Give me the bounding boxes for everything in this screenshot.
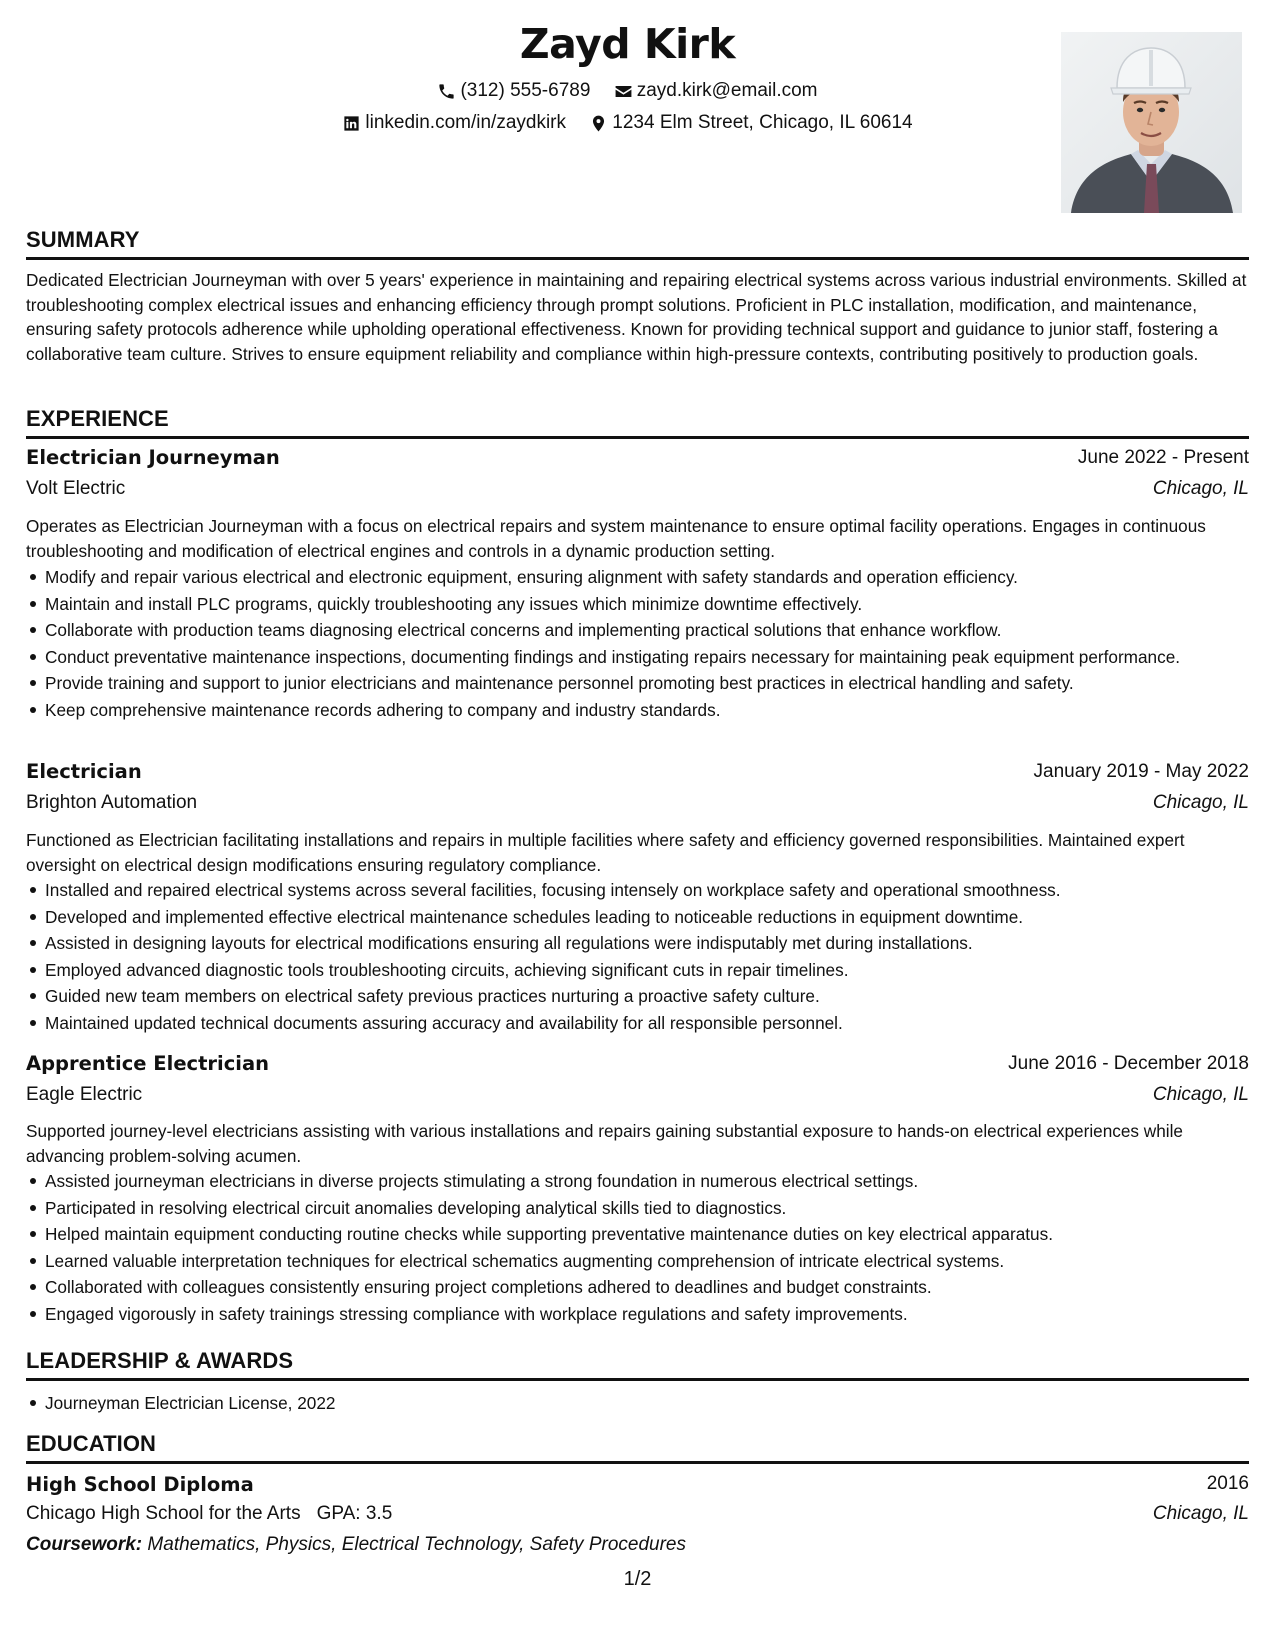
job-dates: June 2022 - Present: [1077, 447, 1249, 468]
list-item: Conduct preventative maintenance inspections, documenting findings and instigating repairs necessary for maintaining peak equipment performance.: [45, 645, 1257, 669]
job-title: Electrician: [26, 760, 142, 783]
list-item: Journeyman Electrician License, 2022: [45, 1391, 1257, 1415]
summary-divider: [26, 257, 1249, 260]
list-item: Learned valuable interpretation techniques for electrical schematics augmenting comprehension of intricate electrical systems.: [45, 1249, 1257, 1273]
list-item: Modify and repair various electrical and electronic equipment, ensuring alignment with safety standards and operation efficiency.: [45, 565, 1257, 589]
education-heading: EDUCATION: [26, 1431, 157, 1456]
leadership-bullets: [26, 1391, 1257, 1418]
education-school-line: [26, 1503, 392, 1525]
list-item: Developed and implemented effective electrical maintenance schedules leading to noticeable reductions in equipment downtime.: [45, 905, 1257, 929]
job-location: Chicago, IL: [1152, 792, 1249, 813]
contact-phone: [437, 80, 590, 102]
contact-address: [589, 112, 912, 134]
list-item: Helped maintain equipment conducting routine checks while supporting preventative maintenance duties on key electrical apparatus.: [45, 1222, 1257, 1246]
job-title: Apprentice Electrician: [26, 1052, 270, 1075]
job-description: Operates as Electrician Journeyman with a focus on electrical repairs and system maintenance to ensure optimal facility operations. Engages in continuous troubleshooting and modification of electrical engines and controls in a dynamic production setting.: [26, 516, 1206, 561]
job-title: Electrician Journeyman: [26, 446, 280, 469]
experience-divider: [26, 436, 1249, 439]
list-item: Assisted journeyman electricians in diverse projects stimulating a strong foundation in numerous electrical settings.: [45, 1169, 1257, 1193]
job-description: Functioned as Electrician facilitating installations and repairs in multiple facilities where safety and efficiency governed responsibilities. Maintained expert oversight on electrical design modifications ensuring regulatory compliance.: [26, 830, 1185, 875]
job-company: Brighton Automation: [26, 792, 198, 813]
education-divider: [26, 1461, 1249, 1464]
leadership-divider: [26, 1378, 1249, 1381]
leadership-heading: LEADERSHIP & AWARDS: [26, 1348, 294, 1373]
job-bullets: [26, 1169, 1257, 1329]
person-avatar-illustration: [1061, 32, 1242, 213]
job-bullets: [26, 878, 1257, 1038]
candidate-name: Zayd Kirk: [519, 20, 736, 68]
job-location: Chicago, IL: [1152, 1084, 1249, 1105]
job-bullets: [26, 565, 1257, 725]
list-item: Employed advanced diagnostic tools troubleshooting circuits, achieving significant cuts in repair timelines.: [45, 958, 1257, 982]
education-gpa: GPA: 3.5: [316, 1503, 393, 1524]
education-year: 2016: [1206, 1473, 1249, 1494]
phone-text: (312) 555-6789: [460, 80, 591, 101]
profile-photo: [1061, 32, 1242, 213]
list-item: Participated in resolving electrical circuit anomalies developing analytical skills tied to diagnostics.: [45, 1196, 1257, 1220]
education-coursework: [26, 1534, 686, 1556]
linkedin-text: linkedin.com/in/zaydkirk: [365, 112, 567, 133]
list-item: Collaborated with colleagues consistently ensuring project completions adhered to deadlines and budget constraints.: [45, 1275, 1257, 1299]
page-number: 1/2: [623, 1568, 652, 1590]
job-dates: January 2019 - May 2022: [1033, 761, 1249, 782]
address-text: 1234 Elm Street, Chicago, IL 60614: [612, 112, 913, 133]
email-text: zayd.kirk@email.com: [636, 80, 818, 101]
list-item: Guided new team members on electrical safety previous practices nurturing a proactive safety culture.: [45, 984, 1257, 1008]
map-pin-icon: [589, 114, 608, 133]
summary-text: Dedicated Electrician Journeyman with over 5 years' experience in maintaining and repairing electrical systems across various industrial environments. Skilled at troubleshooting complex electrical issues and enhancing efficiency through prompt solutions. Proficient in PLC installation, modification, and maintenance, ensuring safety protocols adherence while upholding operational effectiveness. Known for providing technical support and guidance to junior staff, fostering a collaborative team culture. Strives to ensure equipment reliability and compliance within high-pressure contexts, contributing positively to production goals.: [26, 270, 1247, 364]
list-item: Engaged vigorously in safety trainings stressing compliance with workplace regulations and safety improvements.: [45, 1302, 1257, 1326]
contact-linkedin[interactable]: [342, 112, 566, 134]
phone-icon: [437, 82, 456, 101]
education-school: Chicago High School for the Arts: [26, 1503, 301, 1524]
list-item: Maintained updated technical documents assuring accuracy and availability for all responsible personnel.: [45, 1011, 1257, 1035]
education-location: Chicago, IL: [1152, 1503, 1249, 1524]
job-company: Eagle Electric: [26, 1084, 143, 1105]
job-location: Chicago, IL: [1152, 478, 1249, 499]
job-company: Volt Electric: [26, 478, 126, 499]
coursework-text: Mathematics, Physics, Electrical Technology, Safety Procedures: [147, 1534, 686, 1555]
list-item: Keep comprehensive maintenance records adhering to company and industry standards.: [45, 698, 1257, 722]
contact-email[interactable]: [614, 80, 818, 102]
summary-heading: SUMMARY: [26, 227, 140, 252]
list-item: Maintain and install PLC programs, quickly troubleshooting any issues which minimize downtime effectively.: [45, 592, 1257, 616]
list-item: Assisted in designing layouts for electrical modifications ensuring all regulations were indisputably met during installations.: [45, 931, 1257, 955]
linkedin-icon: [342, 114, 361, 133]
list-item: Collaborate with production teams diagnosing electrical concerns and implementing practical solutions that enhance workflow.: [45, 618, 1257, 642]
job-dates: June 2016 - December 2018: [1008, 1053, 1249, 1074]
coursework-label: Coursework:: [26, 1534, 143, 1555]
experience-heading: EXPERIENCE: [26, 406, 169, 431]
job-description: Supported journey-level electricians assisting with various installations and repairs gaining substantial exposure to hands-on electrical experiences while advancing problem-solving acumen.: [26, 1121, 1183, 1166]
education-degree: High School Diploma: [26, 1473, 254, 1496]
list-item: Provide training and support to junior electricians and maintenance personnel promoting best practices in electrical handling and safety.: [45, 671, 1257, 695]
envelope-icon: [614, 82, 633, 101]
list-item: Installed and repaired electrical systems across several facilities, focusing intensely on workplace safety and operational smoothness.: [45, 878, 1257, 902]
